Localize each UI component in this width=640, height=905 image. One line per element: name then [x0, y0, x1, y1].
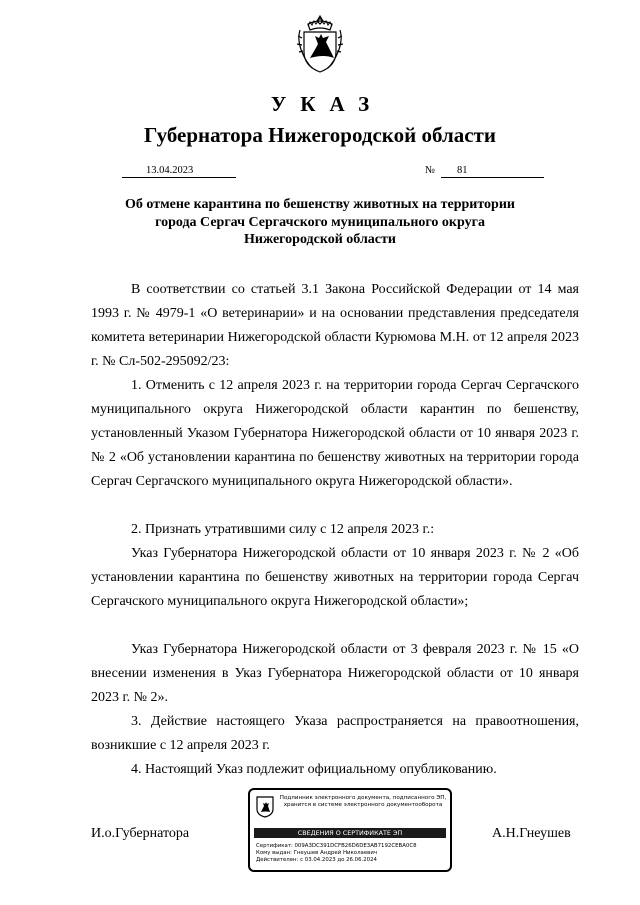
signer-name: А.Н.Гнеушев [492, 826, 571, 841]
repealed-decree-2: Указ Губернатора Нижегородской области от 3 февраля 2023 г. № 15 «О внесении изменения в Указ Губернатора Нижегородской области от 10 января 2023 г. № 2». [91, 642, 579, 705]
certificate-owner: Кому выдан: Гнеушев Андрей Николаевич [256, 850, 378, 856]
document-type-title: УКАЗ [270, 92, 384, 116]
subject-line: города Сергач Сергачского муниципального округа [155, 214, 485, 230]
region-logo-icon [256, 796, 274, 818]
clause-4-paragraph: 4. Настоящий Указ подлежит официальному опубликованию. [131, 762, 497, 777]
certificate-id: Сертификат: 009A3DC391DCFB26D6DE3AB7192CEBA0C8 [256, 843, 417, 849]
clause-3-paragraph: 3. Действие настоящего Указа распространяется на правоотношения, возникшие с 12 апреля 2023 г. [91, 714, 579, 753]
preamble-paragraph: В соответствии со статьей 3.1 Закона Российской Федерации от 14 мая 1993 г. № 4979-1 «О ветеринарии» и на основании представления председателя комитета ветеринарии Нижегородской области Курюмова М.Н. от 12 апреля 2023 г. № Сл-502-295092/23: [91, 282, 579, 369]
stamp-header-band: СВЕДЕНИЯ О СЕРТИФИКАТЕ ЭП [254, 828, 446, 838]
document-date: 13.04.2023 [122, 164, 236, 178]
document-number: 81 [441, 164, 544, 178]
document-subject [0, 196, 640, 249]
stamp-note: Подлинник электронного документа, подписанного ЭП, хранится в системе электронного документооборота [279, 795, 447, 808]
clause-1-paragraph: 1. Отменить с 12 апреля 2023 г. на территории города Сергач Сергачского муниципального округа Нижегородской области карантин по бешенству, установленный Указом Губернатора Нижегородской области от 10 января 2023 г. № 2 «Об установлении карантина по бешенству животных на территории города Сергач Сергачского муниципального округа Нижегородской области». [91, 378, 579, 489]
issuer-title: Губернатора Нижегородской области [144, 123, 496, 147]
subject-line: Нижегородской области [244, 232, 396, 247]
repealed-decree-1: Указ Губернатора Нижегородской области от 10 января 2023 г. № 2 «Об установлении карантина по бешенству животных на территории города Сергач Сергачского муниципального округа Нижегородской области»; [91, 546, 579, 609]
certificate-validity: Действителен: с 03.04.2023 до 26.06.2024 [256, 857, 377, 863]
signer-position: И.о.Губернатора [91, 826, 190, 841]
coat-of-arms-emblem [296, 14, 344, 74]
number-sign: № [425, 165, 436, 176]
subject-line: Об отмене карантина по бешенству животных на территории [125, 197, 515, 212]
electronic-signature-stamp [248, 788, 452, 872]
clause-2-paragraph: 2. Признать утратившими силу с 12 апреля 2023 г.: [131, 522, 435, 537]
